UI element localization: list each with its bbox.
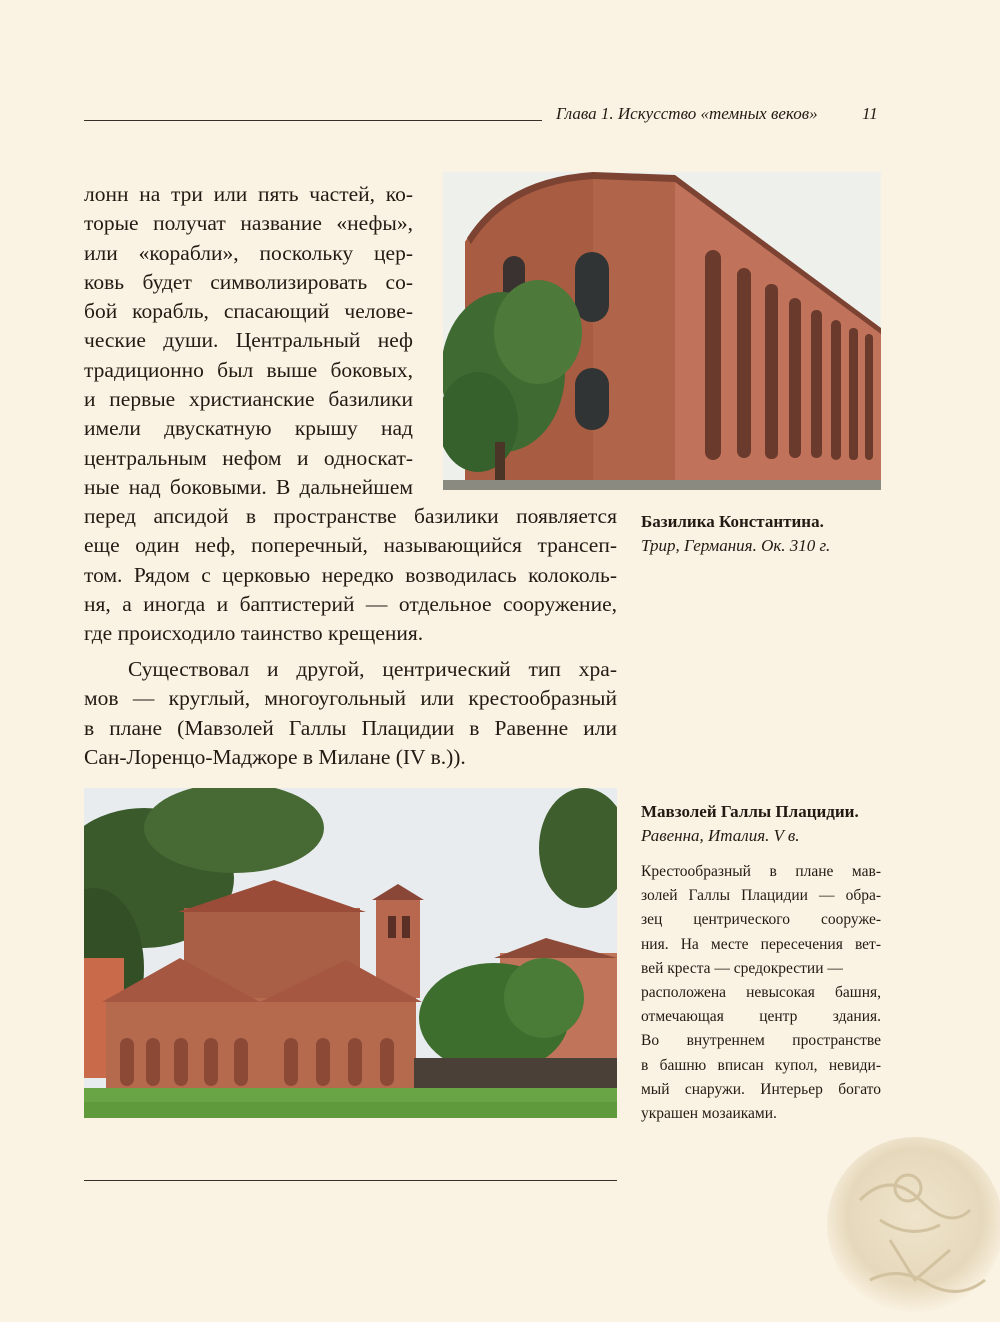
- description-line: в башню вписан купол, невиди-: [641, 1056, 881, 1074]
- body-line: том. Рядом с церковью нередко возводилась колоколь-: [84, 562, 617, 587]
- description-line: Во внутреннем пространстве: [641, 1032, 881, 1050]
- caption-mausoleum-description: [641, 860, 881, 1126]
- body-line: в плане (Мавзолей Галлы Плацидии в Равенне или: [84, 715, 617, 740]
- body-line: перед апсидой в пространстве базилики появляется: [84, 504, 617, 528]
- body-line: мов — круглый, многоугольный или крестообразный: [84, 686, 617, 711]
- caption-mausoleum: [641, 800, 901, 848]
- body-line: традиционно был выше боковых,: [84, 357, 413, 382]
- body-line: ческие души. Центральный неф: [84, 328, 413, 353]
- description-line: золей Галлы Плацидии — обра-: [641, 887, 881, 905]
- body-line: центральным нефом и односкат-: [84, 445, 413, 470]
- caption-subtitle: Равенна, Италия. V в.: [641, 826, 800, 845]
- description-line: отмечающая центр здания.: [641, 1008, 881, 1026]
- caption-title: Базилика Константина.: [641, 512, 824, 531]
- body-line: Существовал и другой, центрический тип хра-: [128, 657, 617, 681]
- body-line: торые получат название «нефы»,: [84, 211, 413, 236]
- description-line: вей креста — средокрестии —: [641, 959, 843, 977]
- body-line: лонн на три или пять частей, ко-: [84, 182, 413, 206]
- body-paragraph-1-wrapped: [84, 180, 413, 502]
- body-line: имели двускатную крышу над: [84, 416, 413, 441]
- description-line: Крестообразный в плане мав-: [641, 863, 881, 880]
- body-line: еще один неф, поперечный, называющийся трансеп-: [84, 533, 617, 558]
- description-line: зец центрического сооруже-: [641, 911, 881, 929]
- body-paragraph-1-full: [84, 502, 617, 648]
- description-line: ния. На месте пересечения вет-: [641, 935, 881, 953]
- header-rule: [84, 120, 542, 121]
- body-line: ня, а иногда и баптистерий — отдельное сооружение,: [84, 591, 617, 616]
- body-line: и первые христианские базилики: [84, 387, 413, 412]
- caption-title: Мавзолей Галлы Плацидии.: [641, 802, 859, 821]
- body-line: ковь будет символизировать со-: [84, 269, 413, 294]
- caption-subtitle: Трир, Германия. Ок. 310 г.: [641, 536, 831, 555]
- page-number: 11: [862, 104, 878, 123]
- description-line: мый снаружи. Интерьер богато: [641, 1080, 881, 1098]
- body-line: где происходило таинство крещения.: [84, 621, 424, 646]
- footer-rule: [84, 1180, 617, 1181]
- body-line: или «корабли», поскольку цер-: [84, 240, 413, 265]
- body-line: ные над боковыми. В дальнейшем: [84, 474, 413, 499]
- decorative-medallion-icon: [820, 1130, 1000, 1322]
- body-line: бой корабль, спасающий челове-: [84, 299, 413, 324]
- photo-mausoleum-galla-placidia: [84, 788, 617, 1118]
- description-line: украшен мозаиками.: [641, 1104, 777, 1122]
- body-line: Сан-Лоренцо-Маджоре в Милане (IV в.)).: [84, 744, 466, 769]
- body-paragraph-2: [84, 655, 617, 772]
- photo-basilica-constantine: [443, 172, 881, 490]
- description-line: расположена невысокая башня,: [641, 983, 881, 1001]
- chapter-title: Глава 1. Искусство «темных веков»: [556, 104, 818, 123]
- caption-basilica: [641, 510, 901, 558]
